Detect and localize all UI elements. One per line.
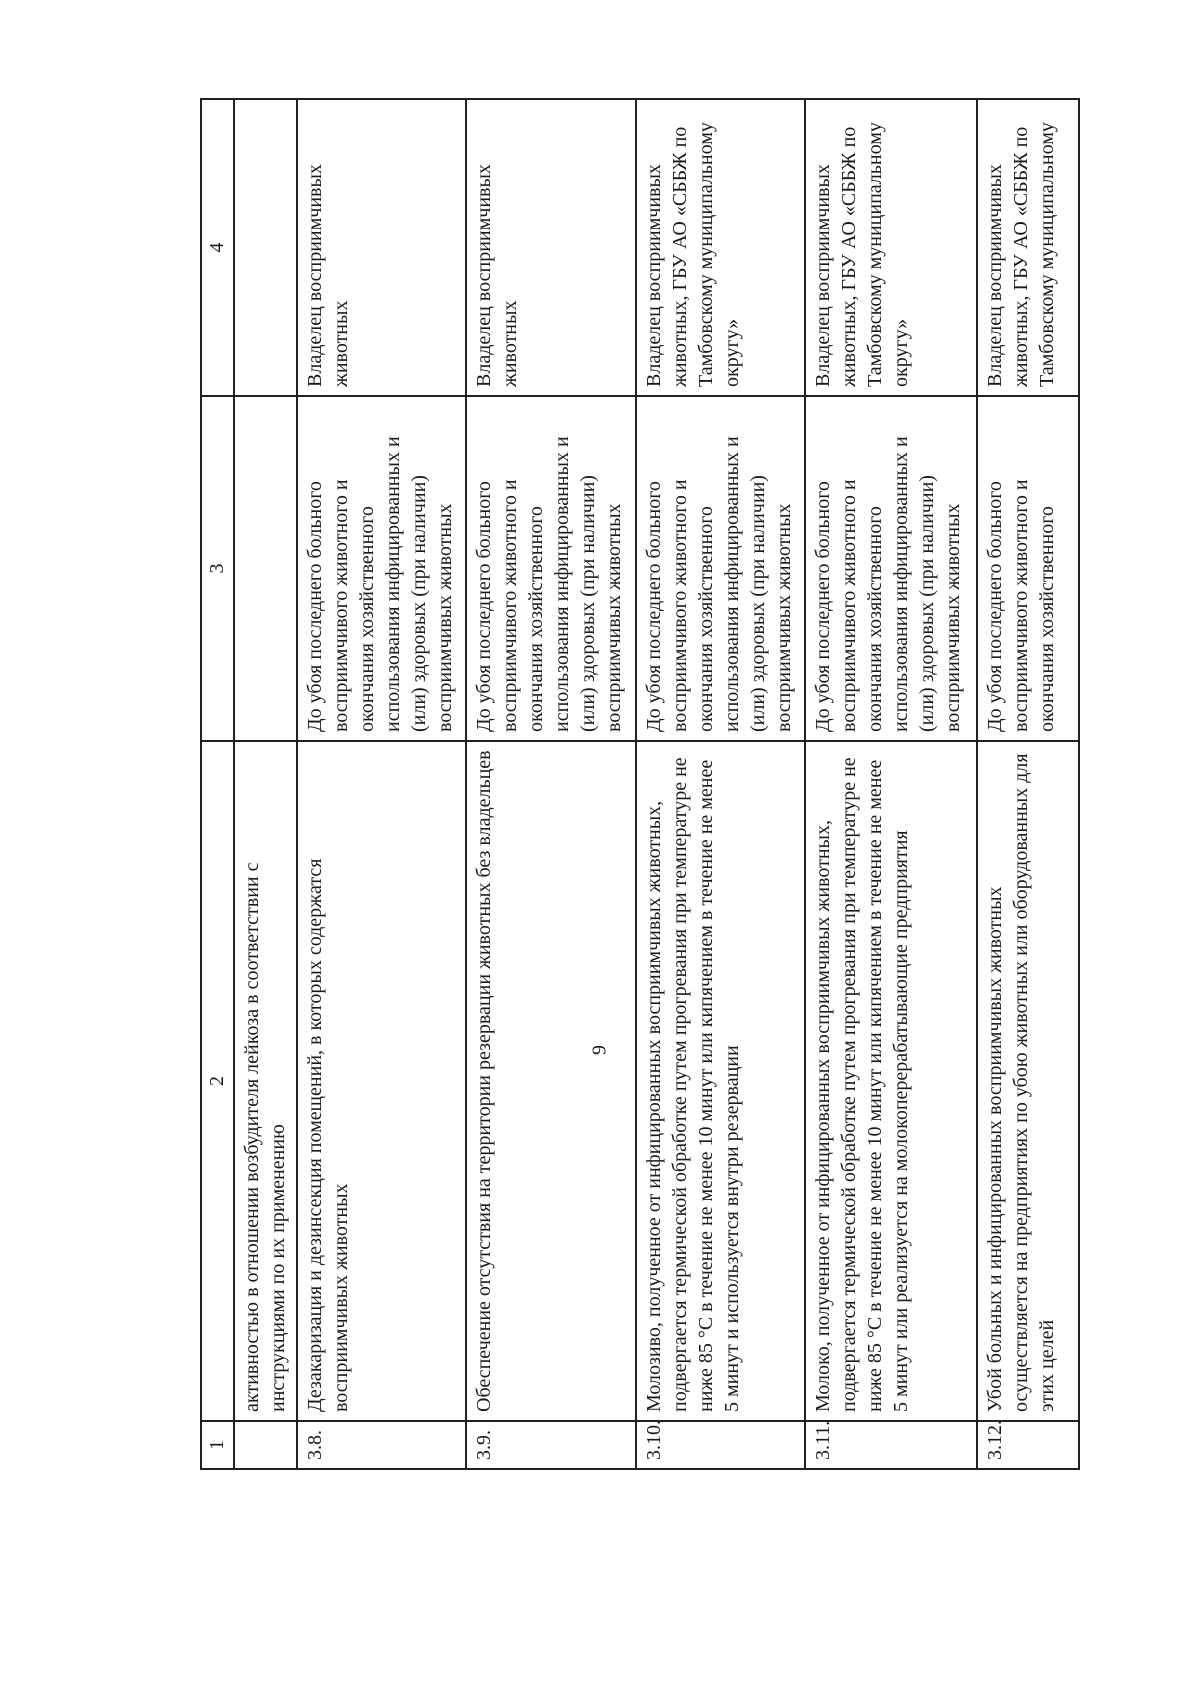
row-number	[234, 1421, 297, 1469]
rotated-page-content	[200, 100, 1080, 1470]
term-cell: До убоя последнего больного восприимчивого животного и окончания хозяйственного использования инфицированных и (или) здоровых (при наличии) восприимчивых животных	[297, 396, 466, 741]
responsible-cell: Владелец восприимчивых животных	[297, 99, 466, 396]
column-header: 1	[201, 1421, 234, 1469]
table-row	[636, 99, 805, 1469]
measures-table	[200, 98, 1080, 1470]
table-row	[977, 99, 1079, 1469]
responsible-cell: Владелец восприимчивых животных, ГБУ АО «СББЖ по Тамбовскому муниципальному округу»	[805, 99, 977, 396]
measure-cell: Убой больных и инфицированных восприимчивых животных осуществляется на предприятиях по убою животных или оборудованных для этих целей	[977, 741, 1079, 1421]
responsible-cell: Владелец восприимчивых животных, ГБУ АО «СББЖ по Тамбовскому муниципальному округу»	[636, 99, 805, 396]
measure-cell: Обеспечение отсутствия на территории резервации животных без владельцев	[466, 741, 635, 1421]
measure-cell: активностью в отношении возбудителя лейкоза в соответствии с инструкциями по их применению	[234, 741, 297, 1421]
column-header: 4	[201, 99, 234, 396]
column-header: 2	[201, 741, 234, 1421]
table-row	[297, 99, 466, 1469]
term-cell: До убоя последнего больного восприимчивого животного и окончания хозяйственного использования инфицированных и (или) здоровых (при наличии) восприимчивых животных	[805, 396, 977, 741]
term-cell: До убоя последнего больного восприимчивого животного и окончания хозяйственного	[977, 396, 1079, 741]
row-number: 3.12.	[977, 1421, 1079, 1469]
measure-cell: Дезакаризация и дезинсекция помещений, в которых содержатся восприимчивых животных	[297, 741, 466, 1421]
row-number: 3.9.	[466, 1421, 635, 1469]
row-number: 3.11.	[805, 1421, 977, 1469]
term-cell: До убоя последнего больного восприимчивого животного и окончания хозяйственного использования инфицированных и (или) здоровых (при наличии) восприимчивых животных	[466, 396, 635, 741]
row-number: 3.10.	[636, 1421, 805, 1469]
measure-cell: Молозиво, полученное от инфицированных восприимчивых животных, подвергается термической обработке путем прогревания при температуре не ниже 85 °С в течение не менее 10 минут или кипячением в течение не менее 5 минут и используется внутри резервации	[636, 741, 805, 1421]
table-row	[466, 99, 635, 1469]
responsible-cell: Владелец восприимчивых животных, ГБУ АО «СББЖ по Тамбовскому муниципальному	[977, 99, 1079, 396]
term-cell	[234, 396, 297, 741]
row-number: 3.8.	[297, 1421, 466, 1469]
table-header-row	[201, 99, 234, 1469]
table-row	[234, 99, 297, 1469]
column-header: 3	[201, 396, 234, 741]
table-row	[805, 99, 977, 1469]
page-number: 9	[588, 1045, 611, 1055]
term-cell: До убоя последнего больного восприимчивого животного и окончания хозяйственного использования инфицированных и (или) здоровых (при наличии) восприимчивых животных	[636, 396, 805, 741]
responsible-cell	[234, 99, 297, 396]
responsible-cell: Владелец восприимчивых животных	[466, 99, 635, 396]
measure-cell: Молоко, полученное от инфицированных восприимчивых животных, подвергается термической обработке путем прогревания при температуре не ниже 85 °С в течение не менее 10 минут или кипячением в течение не менее 5 минут или реализуется на молокоперерабатывающие предприятия	[805, 741, 977, 1421]
